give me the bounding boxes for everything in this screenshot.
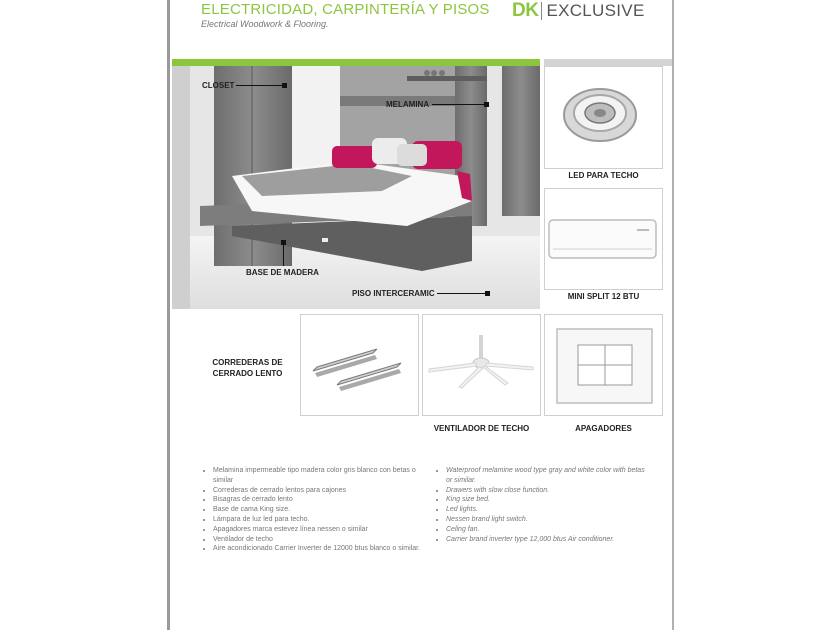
led-ceiling-light-image — [544, 66, 663, 169]
callout-base: BASE DE MADERA — [246, 268, 319, 277]
page-border-left — [167, 0, 170, 630]
callout-base-dot — [281, 240, 286, 245]
feature-en-item: • Carrier brand inverter type 12,000 btus Air conditioner. — [446, 535, 651, 545]
features-list-es — [200, 466, 423, 554]
caption-correderas: CORREDERAS DE CERRADO LENTO — [212, 358, 283, 378]
logo-dk: DK — [512, 0, 539, 21]
feature-es-item: • Base de cama King size. — [213, 505, 423, 515]
feature-en-item: • Drawers with slow close function. — [446, 486, 651, 496]
caption-led: LED PARA TECHO — [568, 171, 639, 180]
caption-apagadores: APAGADORES — [575, 424, 632, 433]
drawer-slides-image — [300, 314, 419, 416]
callout-melamina: MELAMINA — [386, 100, 430, 109]
dk-exclusive-logo — [512, 0, 645, 22]
callout-base-line — [283, 244, 284, 266]
feature-en-item: • Nessen brand light switch. — [446, 515, 651, 525]
light-switch-image — [544, 314, 663, 416]
callout-closet-dot — [282, 83, 287, 88]
page-subtitle: Electrical Woodwork & Flooring. — [201, 19, 329, 29]
feature-en-item: • Led lights. — [446, 505, 651, 515]
caption-ventilador: VENTILADOR DE TECHO — [433, 424, 530, 433]
light-switch-icon — [545, 315, 662, 415]
callout-closet-line — [236, 85, 282, 86]
callout-piso-line — [437, 293, 485, 294]
feature-en-item: • Waterproof melamine wood type gray and white color with betas or similar. — [446, 466, 651, 486]
features-list-en — [433, 466, 651, 544]
logo-separator — [541, 2, 542, 20]
page-title: ELECTRICIDAD, CARPINTERÍA Y PISOS — [201, 1, 490, 18]
feature-es-item: • Aire acondicionado Carrier Inverter de 12000 btus blanco o similar. — [213, 544, 423, 554]
feature-en-item: • King size bed. — [446, 495, 651, 505]
callout-piso-dot — [485, 291, 490, 296]
led-light-icon — [545, 67, 662, 168]
green-accent-band — [172, 59, 540, 66]
feature-es-item: • Apagadores marca estevez línea nessen o similar — [213, 525, 423, 535]
air-conditioner-icon — [545, 189, 662, 289]
page-border-right — [672, 0, 674, 630]
callout-piso: PISO INTERCERAMIC — [352, 289, 435, 298]
feature-es-item: • Ventilador de techo — [213, 535, 423, 545]
callout-closet: CLOSET — [202, 81, 235, 90]
gray-accent-band — [544, 59, 672, 66]
feature-es-item: • Lámpara de luz led para techo. — [213, 515, 423, 525]
caption-split: MINI SPLIT 12 BTU — [567, 292, 640, 301]
callout-melamina-dot — [484, 102, 489, 107]
drawer-slides-icon — [301, 315, 418, 415]
feature-en-item: • Celing fan. — [446, 525, 651, 535]
logo-exclusive: EXCLUSIVE — [546, 1, 645, 20]
ceiling-fan-image — [422, 314, 541, 416]
feature-es-item: • Bisagras de cerrado lento — [213, 495, 423, 505]
callout-melamina-line — [432, 104, 484, 105]
ceiling-fan-icon — [423, 315, 540, 415]
mini-split-image — [544, 188, 663, 290]
feature-es-item: • Correderas de cerrado lentos para cajones — [213, 486, 423, 496]
feature-es-item: • Melamina impermeable tipo madera color gris blanco con betas o similar — [213, 466, 423, 486]
